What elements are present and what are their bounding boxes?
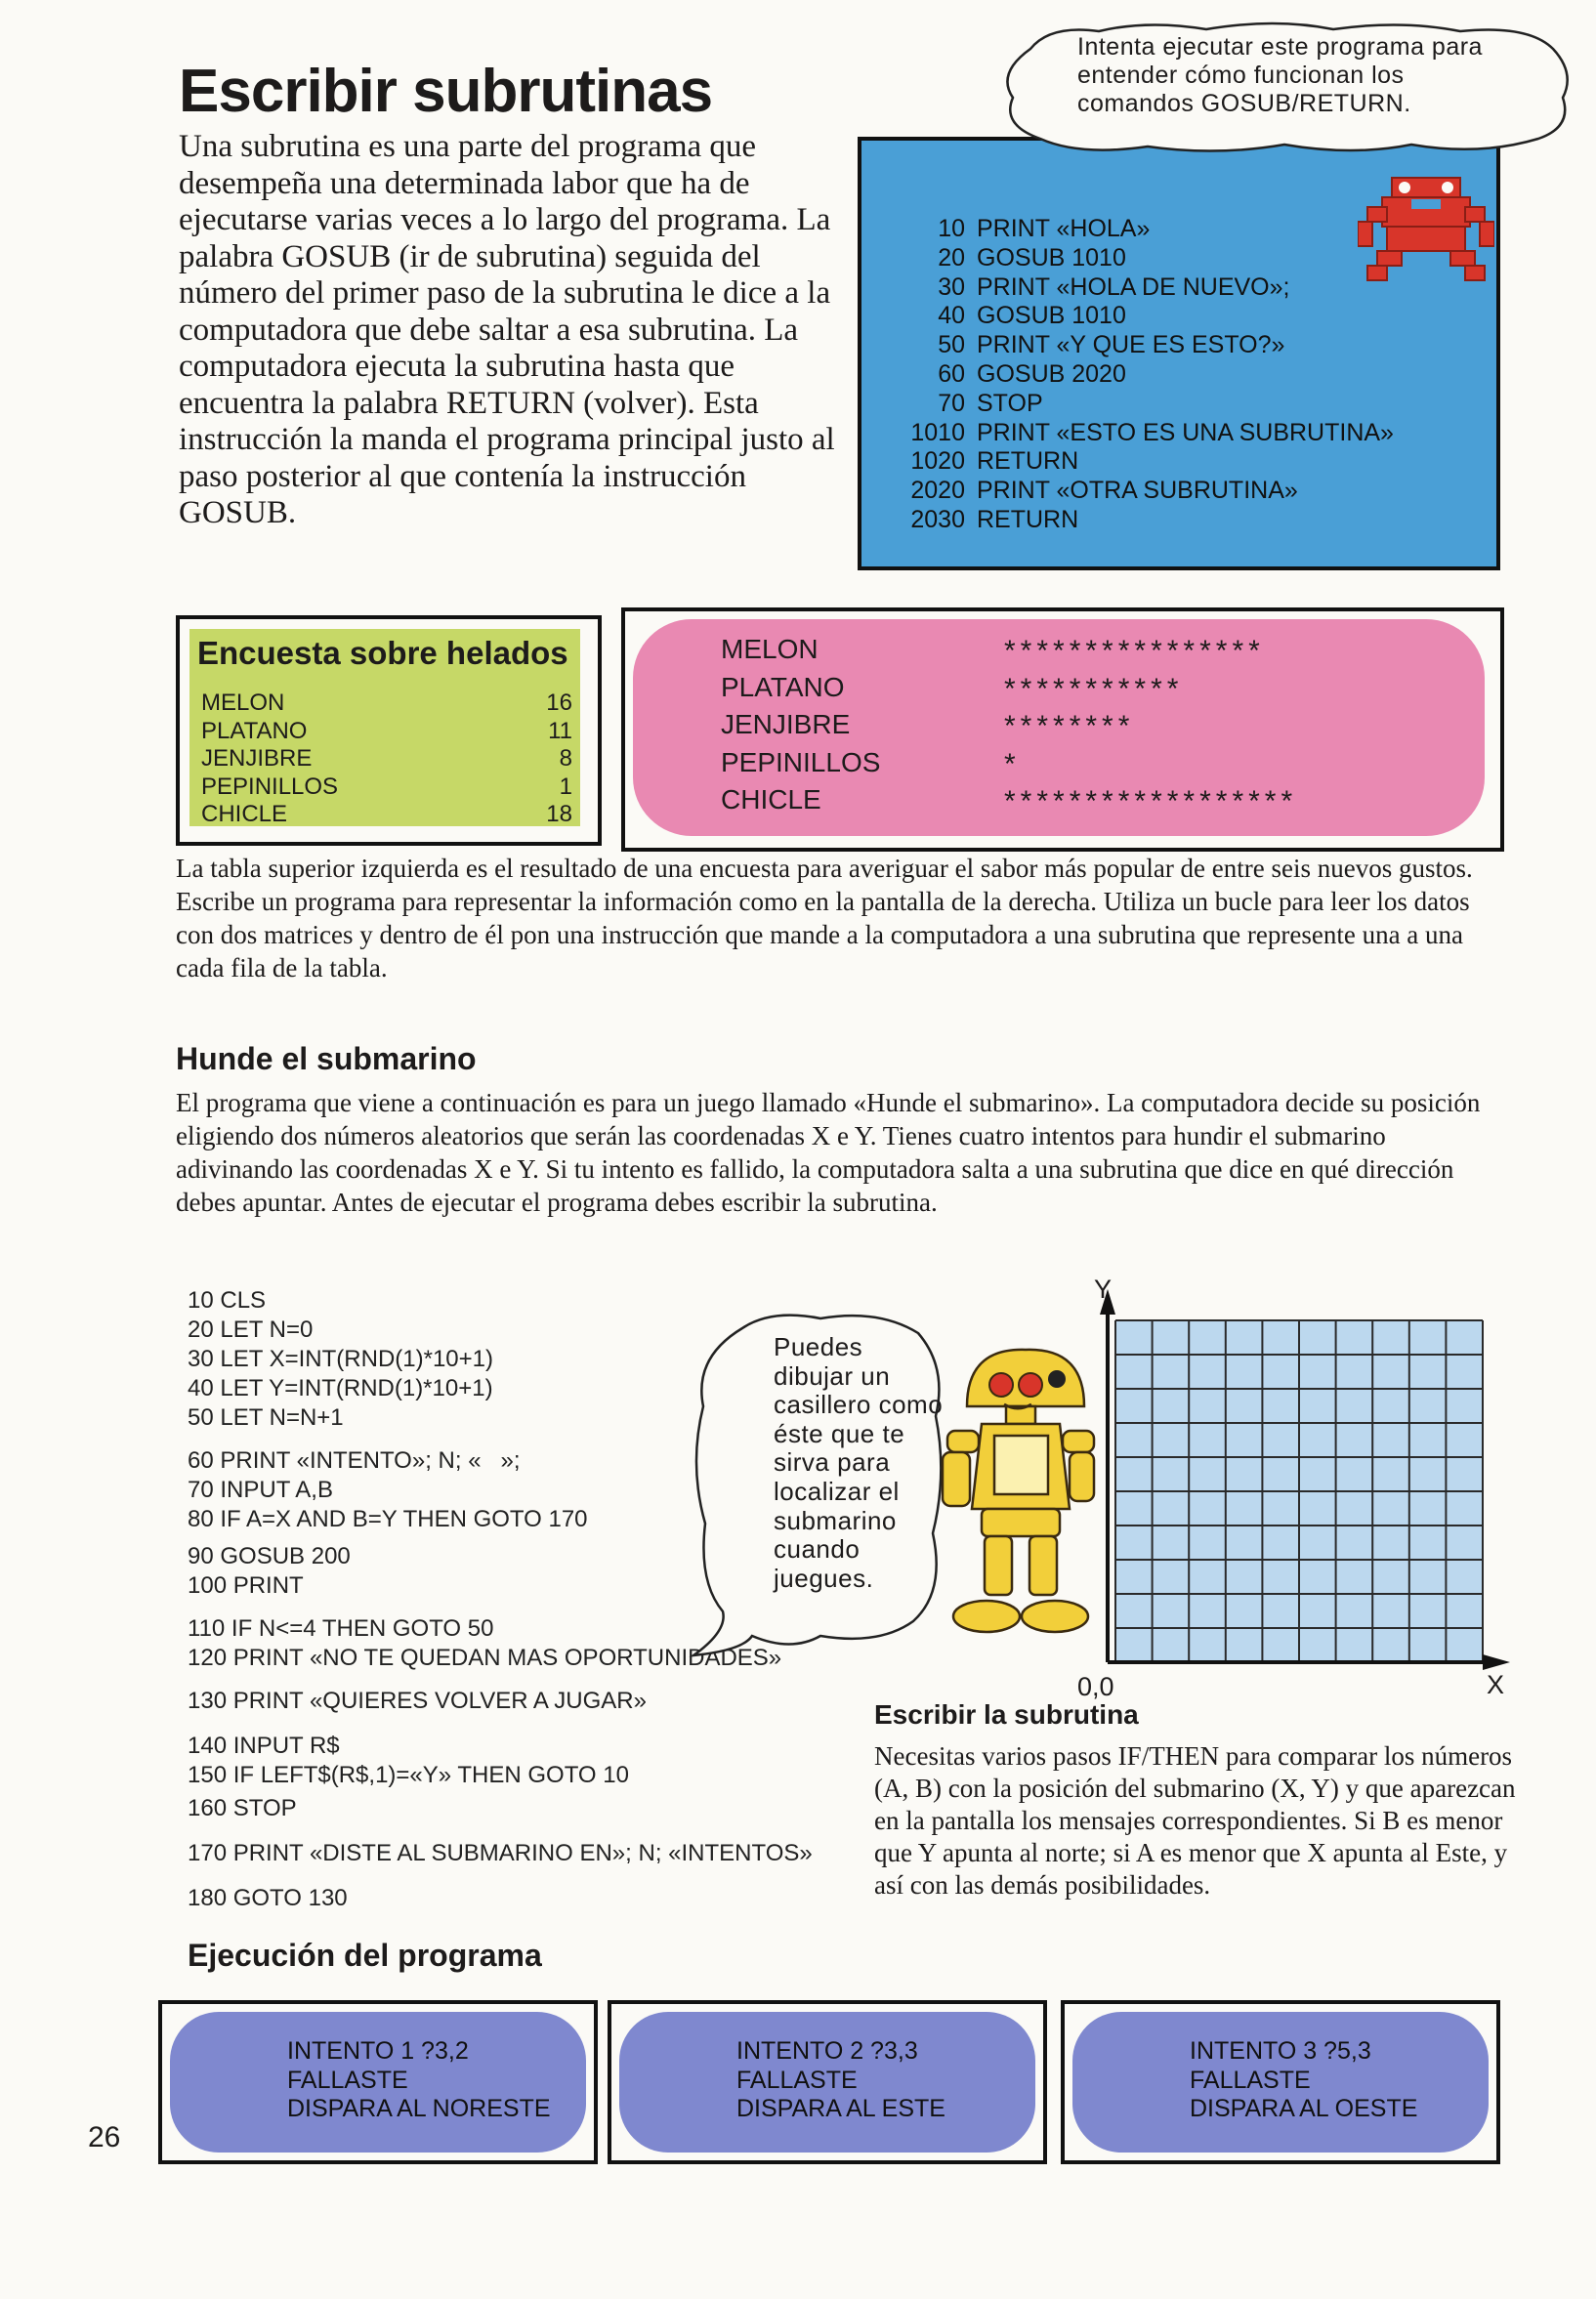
code-line: 170 PRINT «DISTE AL SUBMARINO EN»; N; «INTENTOS» <box>188 1840 813 1866</box>
line-code: RETURN <box>977 447 1079 476</box>
bar-name: JENJIBRE <box>721 709 851 739</box>
program-listing <box>903 215 1394 535</box>
code-line <box>903 360 1394 390</box>
code-line: 150 IF LEFT$(R$,1)=«Y» THEN GOTO 10 <box>188 1762 629 1788</box>
run-line: INTENTO 2 ?3,3 <box>736 2037 918 2065</box>
page-title: Escribir subrutinas <box>179 58 713 125</box>
survey-paragraph: La tabla superior izquierda es el resultado de una encuesta para averiguar el sabor más popular de entre seis nuevos gustos. Escribe un programa para representar la información como en la pantalla de la derecha. Utiliza un bucle para leer los datos con dos matrices y dentro de él pon una instrucción que mande a la computadora a una subrutina que represente una a una cada fila de la tabla. <box>176 854 1473 982</box>
bar-display-stars <box>1004 633 1297 821</box>
code-line: 110 IF N<=4 THEN GOTO 50 <box>188 1615 494 1642</box>
run-screen-3 <box>1061 2000 1500 2164</box>
code-line <box>903 390 1394 419</box>
run-line: DISPARA AL OESTE <box>1190 2095 1418 2122</box>
bar-name: PEPINILLOS <box>721 746 881 777</box>
flavor-votes: 18 <box>546 801 572 827</box>
code-line: 80 IF A=X AND B=Y THEN GOTO 170 <box>188 1506 588 1532</box>
survey-rows <box>201 690 572 829</box>
bar-display-screen <box>621 607 1504 852</box>
run-line: FALLASTE <box>287 2066 408 2094</box>
page-number: 26 <box>88 2121 121 2153</box>
run-screen-1 <box>158 2000 598 2164</box>
code-line: 30 LET X=INT(RND(1)*10+1) <box>188 1346 494 1372</box>
run-panel <box>619 2012 1035 2153</box>
code-line: 130 PRINT «QUIERES VOLVER A JUGAR» <box>188 1688 647 1714</box>
survey-row <box>201 745 572 773</box>
bubble-top-text: Intenta ejecutar este programa para entender cómo funcionan los comandos GOSUB/RETURN. <box>1077 33 1483 117</box>
line-number: 60 <box>938 359 965 388</box>
subrutina-paragraph: Necesitas varios pasos IF/THEN para comparar los números (A, B) con la posición del submarino (X, Y) y que aparezcan en la pantalla los mensajes correspondientes. Si B es menor que Y apunta al norte; si A es menor que X apunta al Este, y así con las demás posibilidades. <box>874 1741 1516 1900</box>
line-code: PRINT «HOLA DE NUEVO»; <box>977 272 1290 301</box>
hunde-paragraph: El programa que viene a continuación es para un juego llamado «Hunde el submarino». La computadora decide su posición eligiendo dos números aleatorios que serán las coordenadas X e Y. Tienes cuatro intentos para hundir el submarino adivinando las coordenadas X e Y. Si tu intento es fallido, la computadora salta a una subrutina que dice en qué dirección debes apuntar. Antes de ejecutar el programa debes escribir la subrutina. <box>176 1088 1481 1217</box>
run-screen-2 <box>608 2000 1047 2164</box>
survey-row <box>201 690 572 718</box>
survey-panel <box>189 629 580 826</box>
line-code: GOSUB 2020 <box>977 359 1126 388</box>
flavor-votes: 11 <box>548 717 572 744</box>
code-line: 50 LET N=N+1 <box>188 1404 344 1431</box>
frog-icon <box>1358 168 1494 285</box>
code-line: 90 GOSUB 200 <box>188 1543 351 1569</box>
survey-table <box>176 615 602 846</box>
line-code: STOP <box>977 389 1043 417</box>
code-line <box>903 506 1394 535</box>
star-bar: * <box>1004 747 1021 780</box>
code-line <box>903 477 1394 506</box>
survey-row <box>201 773 572 802</box>
star-bar: *********** <box>1004 672 1184 705</box>
code-line: 40 LET Y=INT(RND(1)*10+1) <box>188 1375 493 1401</box>
line-number: 1010 <box>910 418 965 446</box>
code-line: 60 PRINT «INTENTO»; N; « »; <box>188 1447 521 1474</box>
code-line <box>903 331 1394 360</box>
code-line: 160 STOP <box>188 1795 297 1821</box>
bar-name: MELON <box>721 634 819 664</box>
code-line: 140 INPUT R$ <box>188 1733 340 1759</box>
run-line: FALLASTE <box>1190 2066 1311 2094</box>
section-heading-hunde: Hunde el submarino <box>176 1041 477 1076</box>
axis-origin-label: 0,0 <box>1077 1672 1114 1701</box>
survey-row <box>201 718 572 746</box>
line-code: PRINT «HOLA» <box>977 215 1151 242</box>
run-line: FALLASTE <box>736 2066 858 2094</box>
star-bar: ******** <box>1004 710 1135 742</box>
run-output <box>1190 2037 1417 2124</box>
line-number: 20 <box>938 243 965 272</box>
code-line <box>903 273 1394 303</box>
flavor-name: PLATANO <box>201 717 308 744</box>
bar-display-names <box>721 631 880 819</box>
star-bar: ****************** <box>1004 785 1298 817</box>
bar-display-panel <box>633 619 1485 836</box>
flavor-name: MELON <box>201 690 285 716</box>
line-code: GOSUB 1010 <box>977 302 1126 330</box>
code-line <box>903 244 1394 273</box>
line-number: 50 <box>938 331 965 359</box>
bubble-robot-text: Puedes dibujar un casillero como éste que te sirva para localizar el submarino cuando juegues. <box>774 1332 944 1593</box>
line-code: GOSUB 1010 <box>977 243 1126 272</box>
line-number: 30 <box>938 272 965 301</box>
code-line: 180 GOTO 130 <box>188 1885 348 1911</box>
flavor-name: PEPINILLOS <box>201 773 339 800</box>
code-line: 100 PRINT <box>188 1572 304 1599</box>
code-line: 70 INPUT A,B <box>188 1477 333 1503</box>
flavor-votes: 8 <box>559 745 572 772</box>
bar-name: PLATANO <box>721 671 845 702</box>
line-code: PRINT «OTRA SUBRUTINA» <box>977 477 1298 505</box>
section-heading-subrutina: Escribir la subrutina <box>874 1699 1139 1730</box>
line-code: PRINT «ESTO ES UNA SUBRUTINA» <box>977 418 1394 446</box>
line-code: RETURN <box>977 505 1079 533</box>
survey-title: Encuesta sobre helados <box>197 635 568 671</box>
code-line <box>903 447 1394 477</box>
code-line <box>903 302 1394 331</box>
line-number: 40 <box>938 302 965 330</box>
flavor-name: JENJIBRE <box>201 745 313 772</box>
code-line: 120 PRINT «NO TE QUEDAN MAS OPORTUNIDADES» <box>188 1645 782 1671</box>
line-number: 10 <box>938 215 965 242</box>
coordinate-grid <box>1074 1270 1524 1680</box>
survey-row <box>201 801 572 829</box>
line-number: 1020 <box>910 447 965 476</box>
run-line: INTENTO 1 ?3,2 <box>287 2037 469 2065</box>
flavor-name: CHICLE <box>201 801 288 827</box>
line-number: 2020 <box>910 477 965 505</box>
code-line <box>903 419 1394 448</box>
bar-name: CHICLE <box>721 784 821 815</box>
run-line: DISPARA AL NORESTE <box>287 2095 551 2122</box>
axis-y-label: Y <box>1094 1275 1113 1304</box>
run-line: DISPARA AL ESTE <box>736 2095 945 2122</box>
code-line: 20 LET N=0 <box>188 1317 314 1343</box>
run-panel <box>170 2012 586 2153</box>
line-code: PRINT «Y QUE ES ESTO?» <box>977 331 1285 359</box>
line-number: 70 <box>938 389 965 417</box>
run-panel <box>1072 2012 1489 2153</box>
run-output <box>287 2037 551 2124</box>
intro-paragraph <box>179 129 843 532</box>
code-line <box>903 215 1394 244</box>
line-number: 2030 <box>910 505 965 533</box>
code-line: 10 CLS <box>188 1287 267 1314</box>
run-line: INTENTO 3 ?5,3 <box>1190 2037 1371 2065</box>
intro-text: Una subrutina es una parte del programa que desempeña una determinada labor que ha de ejecutarse varias veces a lo largo del programa. La palabra GOSUB (ir de subrutina) seguida del número del primer paso de la subrutina le dice a la computadora que debe saltar a esa subrutina. La computadora ejecuta la subrutina hasta que encuentra la palabra RETURN (volver). Esta instrucción la manda el programa principal justo al paso posterior al que contenía la instrucción GOSUB. <box>179 129 835 530</box>
flavor-votes: 16 <box>546 690 572 716</box>
flavor-votes: 1 <box>559 773 572 800</box>
axis-x-label: X <box>1487 1670 1505 1699</box>
section-heading-ejecucion: Ejecución del programa <box>188 1938 542 1973</box>
run-output <box>736 2037 945 2124</box>
star-bar: **************** <box>1004 635 1265 667</box>
